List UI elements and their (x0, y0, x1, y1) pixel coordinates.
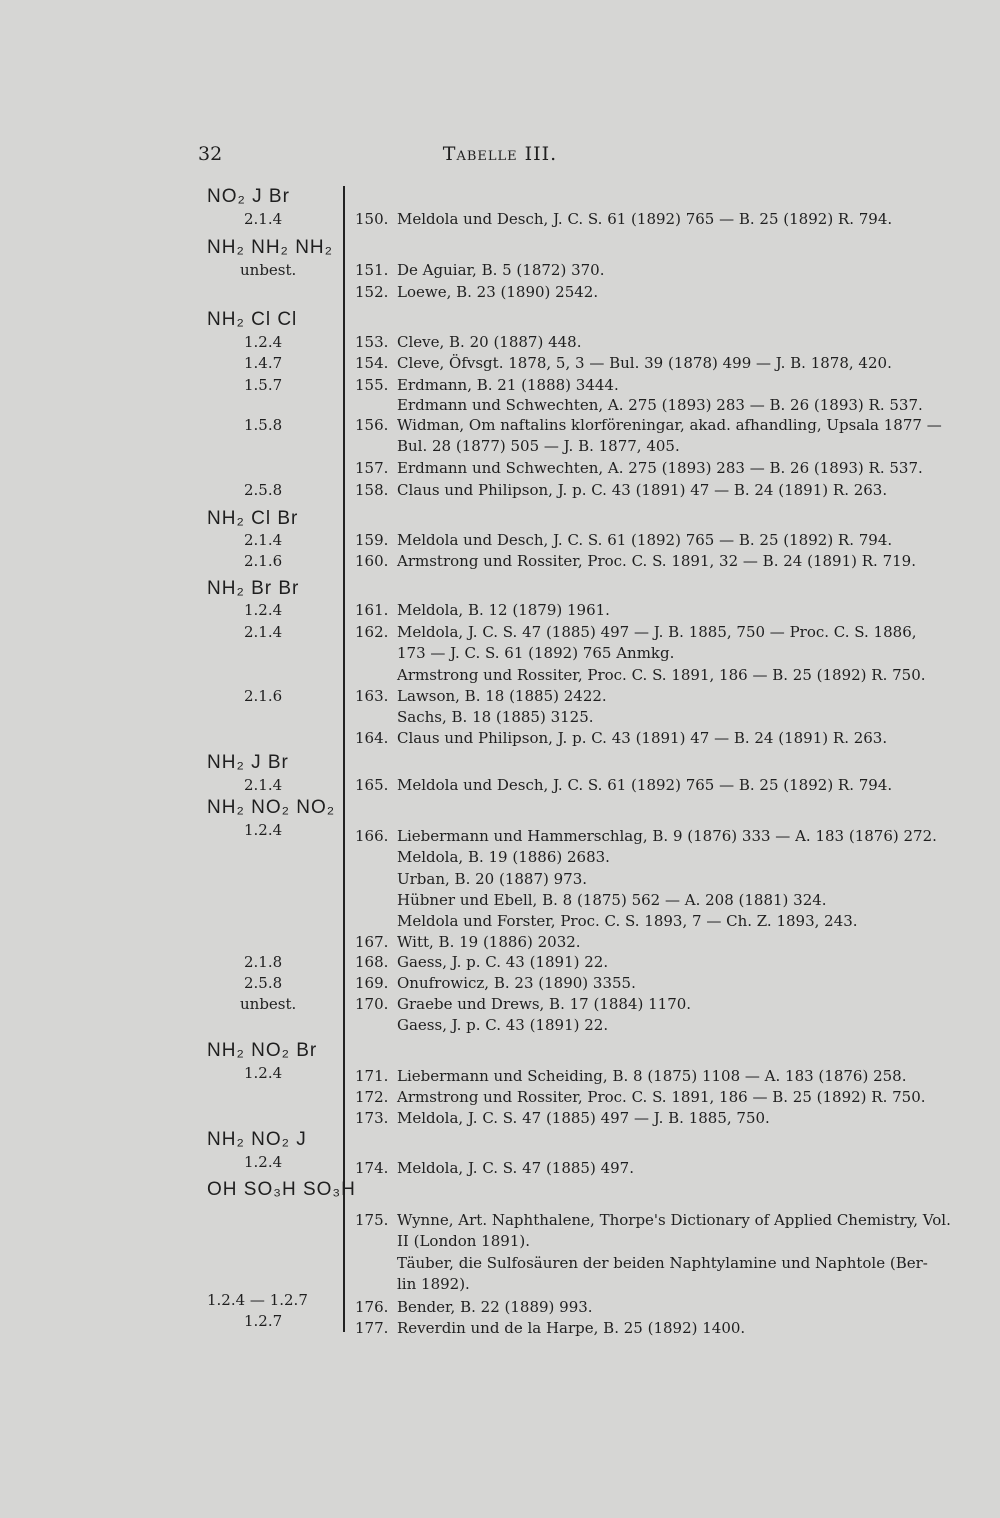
reference-entry (355, 1159, 634, 1177)
reference-number: 153. (355, 333, 389, 351)
reference-number: 151. (355, 261, 389, 279)
reference-number: 162. (355, 623, 389, 641)
reference-continuation: Meldola, B. 19 (1886) 2683. (397, 848, 610, 866)
reference-number: 173. (355, 1109, 389, 1127)
position-label: 2.1.4 (244, 210, 283, 228)
column-divider (343, 186, 345, 1332)
reference-continuation: 173 — J. C. S. 61 (1892) 765 Anmkg. (397, 644, 675, 662)
reference-entry (355, 552, 916, 570)
reference-text: Bender, B. 22 (1889) 993. (397, 1298, 593, 1316)
reference-number: 167. (355, 933, 389, 951)
group-heading: NH₂ NO₂ J (207, 1129, 307, 1150)
reference-text: Onufrowicz, B. 23 (1890) 3355. (397, 974, 636, 992)
position-label: 2.1.6 (244, 552, 283, 570)
reference-continuation: Meldola und Forster, Proc. C. S. 1893, 7 — Ch. Z. 1893, 243. (397, 912, 858, 930)
reference-number: 169. (355, 974, 389, 992)
reference-text: Meldola und Desch, J. C. S. 61 (1892) 765 — B. 25 (1892) R. 794. (397, 210, 893, 228)
reference-entry (355, 333, 582, 351)
reference-continuation: Gaess, J. p. C. 43 (1891) 22. (397, 1016, 609, 1034)
reference-entry (355, 776, 892, 794)
reference-continuation: Täuber, die Sulfosäuren der beiden Naphtylamine und Naphtole (Ber- (397, 1254, 928, 1272)
reference-entry (355, 623, 917, 641)
reference-number: 160. (355, 552, 389, 570)
reference-text: Meldola, J. C. S. 47 (1885) 497 — J. B. 1885, 750. (397, 1109, 770, 1127)
group-heading: NH₂ Br Br (207, 578, 300, 599)
reference-number: 166. (355, 827, 389, 845)
reference-number: 154. (355, 354, 389, 372)
position-label: unbest. (240, 995, 297, 1013)
reference-text: Liebermann und Scheiding, B. 8 (1875) 1108 — A. 183 (1876) 258. (397, 1067, 907, 1085)
reference-continuation: Armstrong und Rossiter, Proc. C. S. 1891, 186 — B. 25 (1892) R. 750. (397, 666, 926, 684)
reference-text: Claus und Philipson, J. p. C. 43 (1891) 47 — B. 24 (1891) R. 263. (397, 729, 888, 747)
reference-number: 165. (355, 776, 389, 794)
reference-entry (355, 1109, 770, 1127)
reference-number: 164. (355, 729, 389, 747)
position-label: 1.2.4 (244, 821, 283, 839)
reference-text: Armstrong und Rossiter, Proc. C. S. 1891, 186 — B. 25 (1892) R. 750. (397, 1088, 926, 1106)
reference-continuation: Urban, B. 20 (1887) 973. (397, 870, 588, 888)
page-title (0, 143, 1000, 165)
reference-entry (355, 1298, 593, 1316)
reference-text: Liebermann und Hammerschlag, B. 9 (1876) 333 — A. 183 (1876) 272. (397, 827, 937, 845)
reference-continuation: Hübner und Ebell, B. 8 (1875) 562 — A. 208 (1881) 324. (397, 891, 827, 909)
group-heading: NH₂ NO₂ Br (207, 1040, 318, 1061)
reference-continuation: lin 1892). (397, 1275, 470, 1293)
reference-number: 175. (355, 1211, 389, 1229)
reference-number: 157. (355, 459, 389, 477)
reference-entry (355, 601, 610, 619)
reference-number: 156. (355, 416, 389, 434)
reference-text: Graebe und Drews, B. 17 (1884) 1170. (397, 995, 692, 1013)
reference-text: Erdmann, B. 21 (1888) 3444. (397, 376, 619, 394)
reference-number: 171. (355, 1067, 389, 1085)
group-heading: NO₂ J Br (207, 186, 290, 207)
reference-entry (355, 531, 892, 549)
position-label: 2.5.8 (244, 974, 283, 992)
reference-number: 170. (355, 995, 389, 1013)
reference-text: Widman, Om naftalins klorföreningar, akad. afhandling, Upsala 1877 — (397, 416, 942, 434)
group-heading: NH₂ NO₂ NO₂ (207, 797, 336, 818)
reference-entry (355, 210, 892, 228)
position-label: 1.2.7 (244, 1312, 283, 1330)
reference-text: Erdmann und Schwechten, A. 275 (1893) 283 — B. 26 (1893) R. 537. (397, 459, 923, 477)
position-label: 2.1.8 (244, 953, 283, 971)
reference-number: 176. (355, 1298, 389, 1316)
reference-entry (355, 354, 892, 372)
reference-text: Wynne, Art. Naphthalene, Thorpe's Dictionary of Applied Chemistry, Vol. (397, 1211, 951, 1229)
reference-entry (355, 376, 619, 394)
reference-entry (355, 261, 604, 279)
reference-number: 158. (355, 481, 389, 499)
reference-entry (355, 995, 691, 1013)
reference-text: Loewe, B. 23 (1890) 2542. (397, 283, 599, 301)
title-text: Tabelle III. (442, 143, 558, 165)
reference-text: Witt, B. 19 (1886) 2032. (397, 933, 581, 951)
page-number: 32 (198, 143, 223, 165)
position-label: 2.5.8 (244, 481, 283, 499)
reference-text: Meldola, J. C. S. 47 (1885) 497 — J. B. 1885, 750 — Proc. C. S. 1886, (397, 623, 917, 641)
reference-text: De Aguiar, B. 5 (1872) 370. (397, 261, 605, 279)
reference-number: 163. (355, 687, 389, 705)
reference-text: Cleve, Öfvsgt. 1878, 5, 3 — Bul. 39 (1878) 499 — J. B. 1878, 420. (397, 354, 892, 372)
reference-text: Meldola und Desch, J. C. S. 61 (1892) 765 — B. 25 (1892) R. 794. (397, 531, 893, 549)
reference-text: Armstrong und Rossiter, Proc. C. S. 1891, 32 — B. 24 (1891) R. 719. (397, 552, 916, 570)
group-heading: NH₂ Cl Br (207, 508, 299, 529)
reference-continuation: II (London 1891). (397, 1232, 530, 1250)
group-heading: NH₂ NH₂ NH₂ (207, 237, 334, 258)
reference-text: Meldola, J. C. S. 47 (1885) 497. (397, 1159, 634, 1177)
reference-number: 168. (355, 953, 389, 971)
reference-text: Meldola und Desch, J. C. S. 61 (1892) 765 — B. 25 (1892) R. 794. (397, 776, 893, 794)
reference-entry (355, 1067, 906, 1085)
position-label: 2.1.6 (244, 687, 283, 705)
position-label: 2.1.4 (244, 623, 283, 641)
position-label: 1.2.4 (244, 1064, 283, 1082)
reference-entry (355, 459, 923, 477)
position-label: 1.2.4 (244, 1153, 283, 1171)
reference-text: Reverdin und de la Harpe, B. 25 (1892) 1400. (397, 1319, 746, 1337)
group-heading: NH₂ J Br (207, 752, 289, 773)
position-label: 1.4.7 (244, 354, 283, 372)
reference-entry (355, 933, 581, 951)
reference-entry (355, 416, 942, 434)
reference-entry (355, 1088, 926, 1106)
group-heading: NH₂ Cl Cl (207, 309, 298, 330)
position-label: 2.1.4 (244, 531, 283, 549)
reference-entry (355, 974, 636, 992)
reference-number: 161. (355, 601, 389, 619)
reference-continuation: Erdmann und Schwechten, A. 275 (1893) 283 — B. 26 (1893) R. 537. (397, 396, 923, 414)
reference-text: Lawson, B. 18 (1885) 2422. (397, 687, 607, 705)
reference-number: 172. (355, 1088, 389, 1106)
reference-text: Gaess, J. p. C. 43 (1891) 22. (397, 953, 609, 971)
reference-entry (355, 1319, 745, 1337)
reference-text: Claus und Philipson, J. p. C. 43 (1891) 47 — B. 24 (1891) R. 263. (397, 481, 888, 499)
reference-number: 177. (355, 1319, 389, 1337)
reference-text: Cleve, B. 20 (1887) 448. (397, 333, 582, 351)
reference-number: 155. (355, 376, 389, 394)
position-label: 1.5.7 (244, 376, 283, 394)
reference-continuation: Sachs, B. 18 (1885) 3125. (397, 708, 594, 726)
position-label: 1.5.8 (244, 416, 283, 434)
position-label: 1.2.4 (244, 333, 283, 351)
reference-text: Meldola, B. 12 (1879) 1961. (397, 601, 610, 619)
position-label: 1.2.4 (244, 601, 283, 619)
reference-number: 152. (355, 283, 389, 301)
reference-entry (355, 283, 598, 301)
reference-entry (355, 481, 887, 499)
reference-number: 159. (355, 531, 389, 549)
position-label: 1.2.4 — 1.2.7 (207, 1291, 308, 1309)
reference-entry (355, 1211, 951, 1229)
reference-entry (355, 827, 937, 845)
position-label: unbest. (240, 261, 297, 279)
reference-number: 174. (355, 1159, 389, 1177)
reference-number: 150. (355, 210, 389, 228)
reference-entry (355, 953, 608, 971)
position-label: 2.1.4 (244, 776, 283, 794)
reference-entry (355, 687, 607, 705)
reference-entry (355, 729, 887, 747)
reference-continuation: Bul. 28 (1877) 505 — J. B. 1877, 405. (397, 437, 680, 455)
group-heading: OH SO₃H SO₃H (207, 1179, 356, 1200)
